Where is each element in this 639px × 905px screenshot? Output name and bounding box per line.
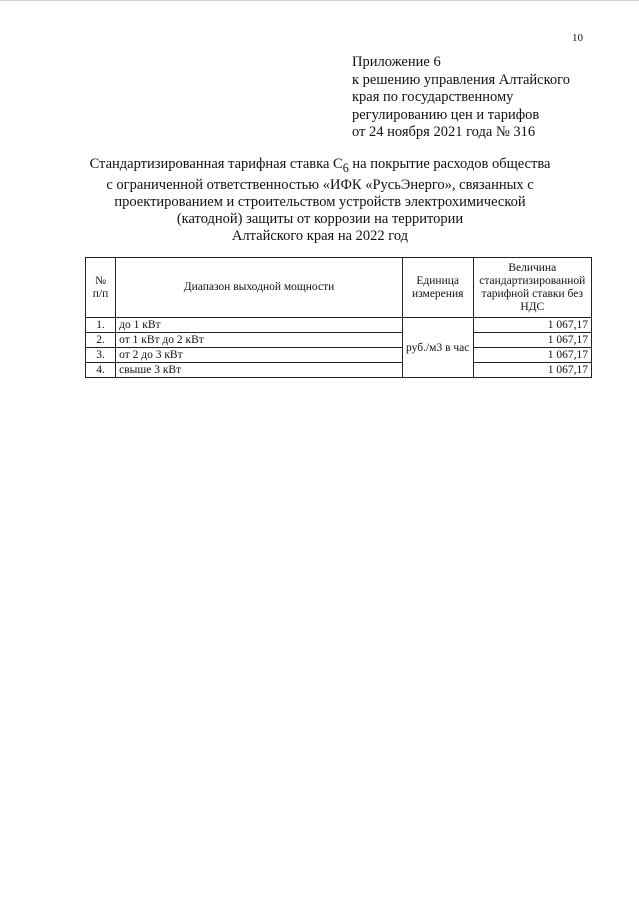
title-text-before: Стандартизированная тарифная ставка С xyxy=(89,156,343,172)
appendix-line: Приложение 6 xyxy=(352,54,441,70)
row-value: 1 067,17 xyxy=(473,348,591,363)
row-value: 1 067,17 xyxy=(473,318,591,333)
header-range: Диапазон выходной мощности xyxy=(116,258,403,318)
table-row xyxy=(86,318,592,333)
page-number: 10 xyxy=(572,32,583,44)
title-line: (катодной) защиты от коррозии на территории xyxy=(176,210,464,227)
row-number: 4. xyxy=(86,363,116,378)
title-subscript: 6 xyxy=(342,160,349,175)
row-number: 3. xyxy=(86,348,116,363)
row-value: 1 067,17 xyxy=(473,363,591,378)
tariff-table xyxy=(85,257,592,378)
row-range: от 2 до 3 кВт xyxy=(116,348,403,363)
row-range: до 1 кВт xyxy=(116,318,403,333)
appendix-line: регулированию цен и тарифов xyxy=(352,106,540,123)
appendix-line: от 24 ноября 2021 года № 316 xyxy=(352,124,536,140)
row-range: свыше 3 кВт xyxy=(116,363,403,378)
row-value: 1 067,17 xyxy=(473,333,591,348)
title-line: проектированием и строительством устройств электрохимической xyxy=(114,193,526,210)
appendix-line: к решению управления Алтайского xyxy=(352,71,571,88)
table-row xyxy=(86,333,592,348)
appendix-block xyxy=(352,54,622,142)
title-text-after: на покрытие расходов общества xyxy=(348,156,551,172)
top-scan-rule xyxy=(0,0,639,1)
header-value: Величина стандартизированной тарифной ставки без НДС xyxy=(473,258,591,318)
row-number: 1. xyxy=(86,318,116,333)
table-row xyxy=(86,348,592,363)
row-range: от 1 кВт до 2 кВт xyxy=(116,333,403,348)
document-title xyxy=(60,156,580,245)
header-unit: Единица измерения xyxy=(402,258,473,318)
table-row xyxy=(86,363,592,378)
header-number: № п/п xyxy=(86,258,116,318)
unit-cell: руб./м3 в час xyxy=(402,318,473,378)
appendix-line: края по государственному xyxy=(352,89,514,105)
title-line xyxy=(60,156,580,177)
table-header-row xyxy=(86,258,592,318)
row-number: 2. xyxy=(86,333,116,348)
title-line: с ограниченной ответственностью «ИФК «РусьЭнерго», связанных с xyxy=(106,176,534,193)
title-line: Алтайского края на 2022 год xyxy=(231,227,409,244)
